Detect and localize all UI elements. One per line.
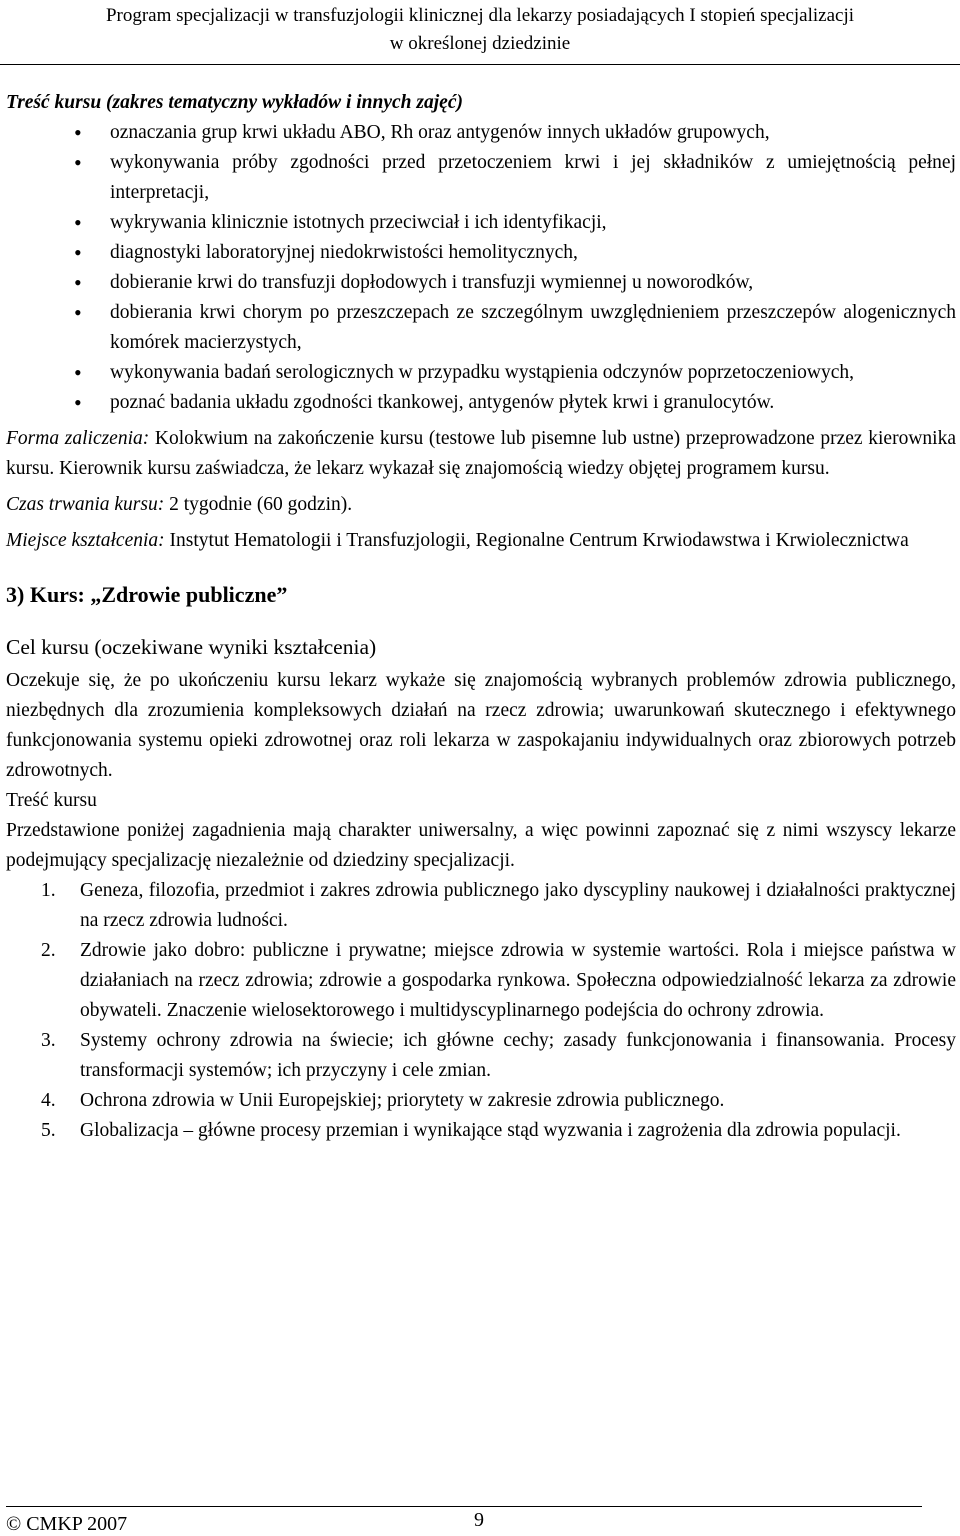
item-text: Systemy ochrony zdrowia na świecie; ich główne cechy; zasady funkcjonowania i finansowania. Procesy transformacji systemów; ich przyczyny i cele zmian. (80, 1030, 956, 1081)
numbered-item (6, 1116, 956, 1146)
tresc-kursu-intro: Przedstawione poniżej zagadnienia mają charakter uniwersalny, a więc powinni zapoznać się z nimi wszyscy lekarze podejmujący specjalizację niezależnie od dziedziny specjalizacji. (6, 820, 956, 871)
item-text: Globalizacja – główne procesy przemian i wynikające stąd wyzwania i zagrożenia dla zdrowia populacji. (80, 1120, 901, 1141)
header-rule (0, 64, 960, 65)
topic-numbered-list (6, 876, 956, 1146)
item-number: 1. (41, 880, 56, 901)
numbered-item (6, 1086, 956, 1116)
numbered-item (6, 1026, 956, 1086)
tresc-kursu-subheading: Treść kursu (6, 790, 97, 811)
miejsce-ksztalcenia-label: Miejsce kształcenia: (6, 530, 165, 551)
forma-zaliczenia-text: Kolokwium na zakończenie kursu (testowe lub pisemne lub ustne) przeprowadzone przez kierownika kursu. Kierownik kursu zaświadcza, że lekarz wykazał się znajomością wiedzy objętej programem kursu. (6, 428, 956, 479)
item-text: Geneza, filozofia, przedmiot i zakres zdrowia publicznego jako dyscypliny naukowej i działalności praktycznej na rzecz zdrowia ludności. (80, 880, 956, 931)
item-text: Ochrona zdrowia w Unii Europejskiej; priorytety w zakresie zdrowia publicznego. (80, 1090, 725, 1111)
course-title: 3) Kurs: „Zdrowie publiczne” (6, 582, 288, 607)
bullet-item: • dobierania krwi chorym po przeszczepach ze szczególnym uwzględnieniem przeszczepów alogenicznych komórek macierzystych, (6, 298, 956, 358)
item-number: 2. (41, 940, 56, 961)
running-header (0, 2, 960, 58)
topic-bullet-list (6, 118, 956, 418)
tresc-kursu-heading: Treść kursu (zakres tematyczny wykładów i innych zajęć) (6, 92, 463, 113)
bullet-item: • wykrywania klinicznie istotnych przeciwciał i ich identyfikacji, (6, 208, 956, 238)
bullet-item: • poznać badania układu zgodności tkankowej, antygenów płytek krwi i granulocytów. (6, 388, 956, 418)
bullet-item: • diagnostyki laboratoryjnej niedokrwistości hemolitycznych, (6, 238, 956, 268)
czas-trwania-text: 2 tygodnie (60 godzin). (164, 494, 353, 515)
cel-kursu-heading: Cel kursu (oczekiwane wyniki kształcenia) (6, 635, 377, 659)
bullet-item: • oznaczania grup krwi układu ABO, Rh oraz antygenów innych układów grupowych, (6, 118, 956, 148)
czas-trwania-label: Czas trwania kursu: (6, 494, 165, 515)
numbered-item (6, 876, 956, 936)
bullet-item: • dobieranie krwi do transfuzji dopłodowych i transfuzji wymiennej u noworodków, (6, 268, 956, 298)
header-line-1: Program specjalizacji w transfuzjologii klinicznej dla lekarzy posiadających I stopień specjalizacji (105, 5, 855, 26)
cel-kursu-text: Oczekuje się, że po ukończeniu kursu lekarz wykaże się znajomością wybranych problemów zdrowia publicznego, niezbędnych dla zrozumienia kompleksowych działań na rzecz zdrowia; uwarunkowań skutecznego i efektywnego funkcjonowania systemu opieki zdrowotnej oraz roli lekarza w zaspokajaniu indywidualnych oraz zbiorowych potrzeb zdrowotnych. (6, 670, 956, 781)
footer-copyright: © CMKP 2007 (6, 1513, 128, 1535)
page-content (6, 88, 956, 1146)
miejsce-ksztalcenia-text: Instytut Hematologii i Transfuzjologii, Regionalne Centrum Krwiodawstwa i Krwiolecznictwa (164, 530, 909, 551)
page-number: 9 (474, 1509, 484, 1531)
miejsce-ksztalcenia-paragraph (6, 526, 956, 556)
item-number: 5. (41, 1120, 56, 1141)
footer-rule (6, 1506, 922, 1507)
forma-zaliczenia-paragraph (6, 424, 956, 484)
item-number: 4. (41, 1090, 56, 1111)
item-text: Zdrowie jako dobro: publiczne i prywatne; miejsce zdrowia w systemie wartości. Rola i miejsce państwa w działaniach na rzecz zdrowia; zdrowie a gospodarka rynkowa. Społeczna odpowiedzialność lekarza za zdrowie obywateli. Znaczenie wielosektorowego i multidyscyplinarnego podejścia do ochrony zdrowia. (80, 940, 956, 1021)
forma-zaliczenia-label: Forma zaliczenia: (6, 428, 150, 449)
bullet-item: • wykonywania próby zgodności przed przetoczeniem krwi i jej składników z umiejętnością pełnej interpretacji, (6, 148, 956, 208)
czas-trwania-paragraph (6, 490, 956, 520)
numbered-item (6, 936, 956, 1026)
bullet-item: • wykonywania badań serologicznych w przypadku wystąpienia odczynów poprzetoczeniowych, (6, 358, 956, 388)
item-number: 3. (41, 1030, 56, 1051)
header-line-2: w określonej dziedzinie (389, 33, 571, 54)
